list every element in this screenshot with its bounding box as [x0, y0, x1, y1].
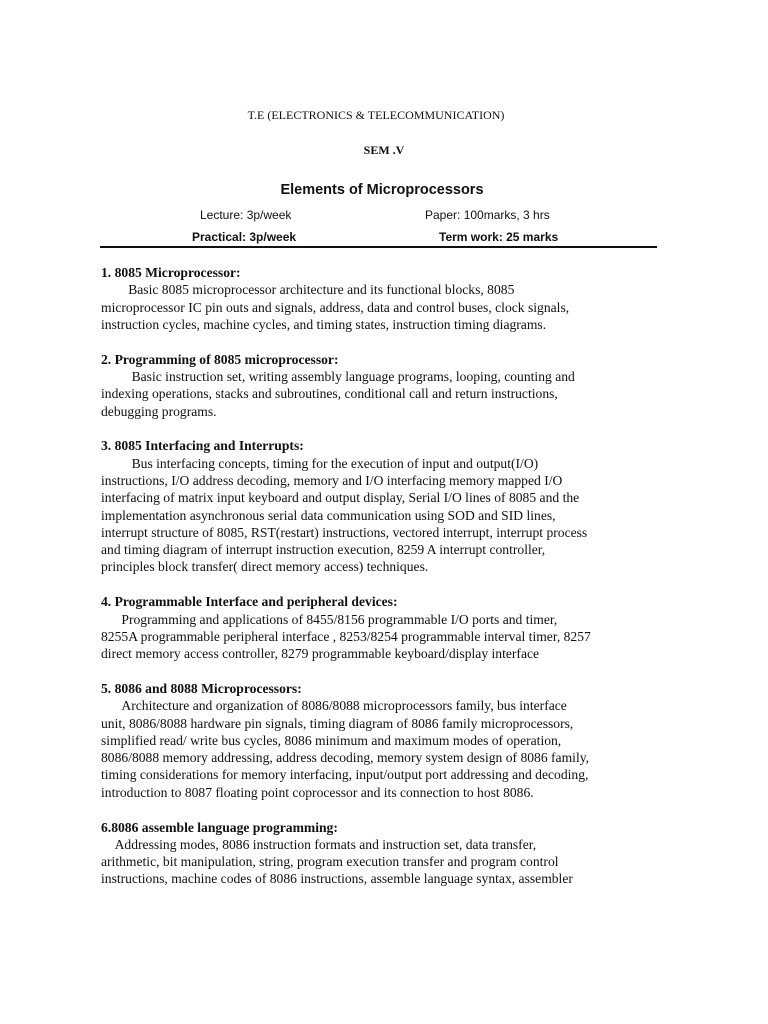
section-8085-programming	[101, 351, 661, 420]
section-text-line: interrupt structure of 8085, RST(restart) instructions, vectored interrupt, interrupt process	[101, 524, 588, 540]
course-header: T.E (ELECTRONICS & TELECOMMUNICATION)	[247, 108, 505, 122]
section-text-line: timing considerations for memory interfacing, input/output port addressing and decoding,	[101, 767, 589, 783]
section-text-line: instructions, I/O address decoding, memory and I/O interfacing memory mapped I/O	[101, 472, 563, 488]
section-heading: 2. Programming of 8085 microprocessor:	[101, 351, 339, 367]
section-text-line: debugging programs.	[101, 403, 217, 419]
section-text-line: Basic instruction set, writing assembly language programs, looping, counting and	[101, 368, 575, 384]
section-heading: 6.8086 assemble language programming:	[101, 819, 338, 835]
section-text-line: and timing diagram of interrupt instruction execution, 8259 A interrupt controller,	[101, 542, 546, 558]
section-8086-8088	[101, 680, 661, 801]
section-8085-microprocessor	[101, 264, 661, 333]
section-text-line: arithmetic, bit manipulation, string, program execution transfer and program control	[101, 854, 559, 870]
section-text-line: introduction to 8087 floating point coprocessor and its connection to host 8086.	[101, 784, 534, 800]
lecture-info: Lecture: 3p/week	[200, 208, 292, 222]
section-heading: 3. 8085 Interfacing and Interrupts:	[101, 438, 304, 454]
section-text-line: Bus interfacing concepts, timing for the execution of input and output(I/O)	[101, 455, 539, 471]
paper-info: Paper: 100marks, 3 hrs	[425, 208, 550, 222]
section-text-line: Programming and applications of 8455/8156 programmable I/O ports and timer,	[101, 611, 558, 627]
semester-label: SEM .V	[363, 143, 405, 157]
section-text-line: unit, 8086/8088 hardware pin signals, timing diagram of 8086 family microprocessors,	[101, 715, 574, 731]
header-divider	[100, 246, 657, 248]
section-text-line: implementation asynchronous serial data communication using SOD and SID lines,	[101, 507, 556, 523]
practical-info: Practical: 3p/week	[192, 230, 297, 244]
section-text-line: instruction cycles, machine cycles, and timing states, instruction timing diagrams.	[101, 316, 547, 332]
section-text-line: Basic 8085 microprocessor architecture and its functional blocks, 8085	[101, 282, 515, 298]
section-programmable-interface	[101, 593, 661, 662]
section-text-line: 8086/8088 memory addressing, address decoding, memory system design of 8086 family,	[101, 750, 590, 766]
section-heading: 1. 8085 Microprocessor:	[101, 265, 241, 280]
section-text-line: 8255A programmable peripheral interface , 8253/8254 programmable interval timer, 8257	[101, 628, 591, 644]
section-text-line: microprocessor IC pin outs and signals, address, data and control buses, clock signals,	[101, 299, 570, 315]
page-title: Elements of Microprocessors	[280, 182, 484, 198]
term-work-info: Term work: 25 marks	[439, 230, 559, 244]
section-text-line: Architecture and organization of 8086/8088 microprocessors family, bus interface	[101, 698, 567, 714]
section-8085-interfacing	[101, 437, 661, 575]
section-text-line: simplified read/ write bus cycles, 8086 minimum and maximum modes of operation,	[101, 732, 562, 748]
section-text-line: instructions, machine codes of 8086 instructions, assemble language syntax, assembler	[101, 871, 573, 887]
syllabus-content	[101, 264, 661, 905]
section-text-line: principles block transfer( direct memory access) techniques.	[101, 559, 429, 575]
section-8086-assembly	[101, 819, 661, 888]
section-text-line: Addressing modes, 8086 instruction formats and instruction set, data transfer,	[101, 836, 537, 852]
section-text-line: indexing operations, stacks and subroutines, conditional call and return instructions,	[101, 386, 558, 402]
section-heading: 4. Programmable Interface and peripheral devices:	[101, 594, 398, 610]
section-heading: 5. 8086 and 8088 Microprocessors:	[101, 680, 302, 696]
section-text-line: interfacing of matrix input keyboard and output display, Serial I/O lines of 8085 and the	[101, 490, 580, 506]
section-text-line: direct memory access controller, 8279 programmable keyboard/display interface	[101, 646, 540, 662]
